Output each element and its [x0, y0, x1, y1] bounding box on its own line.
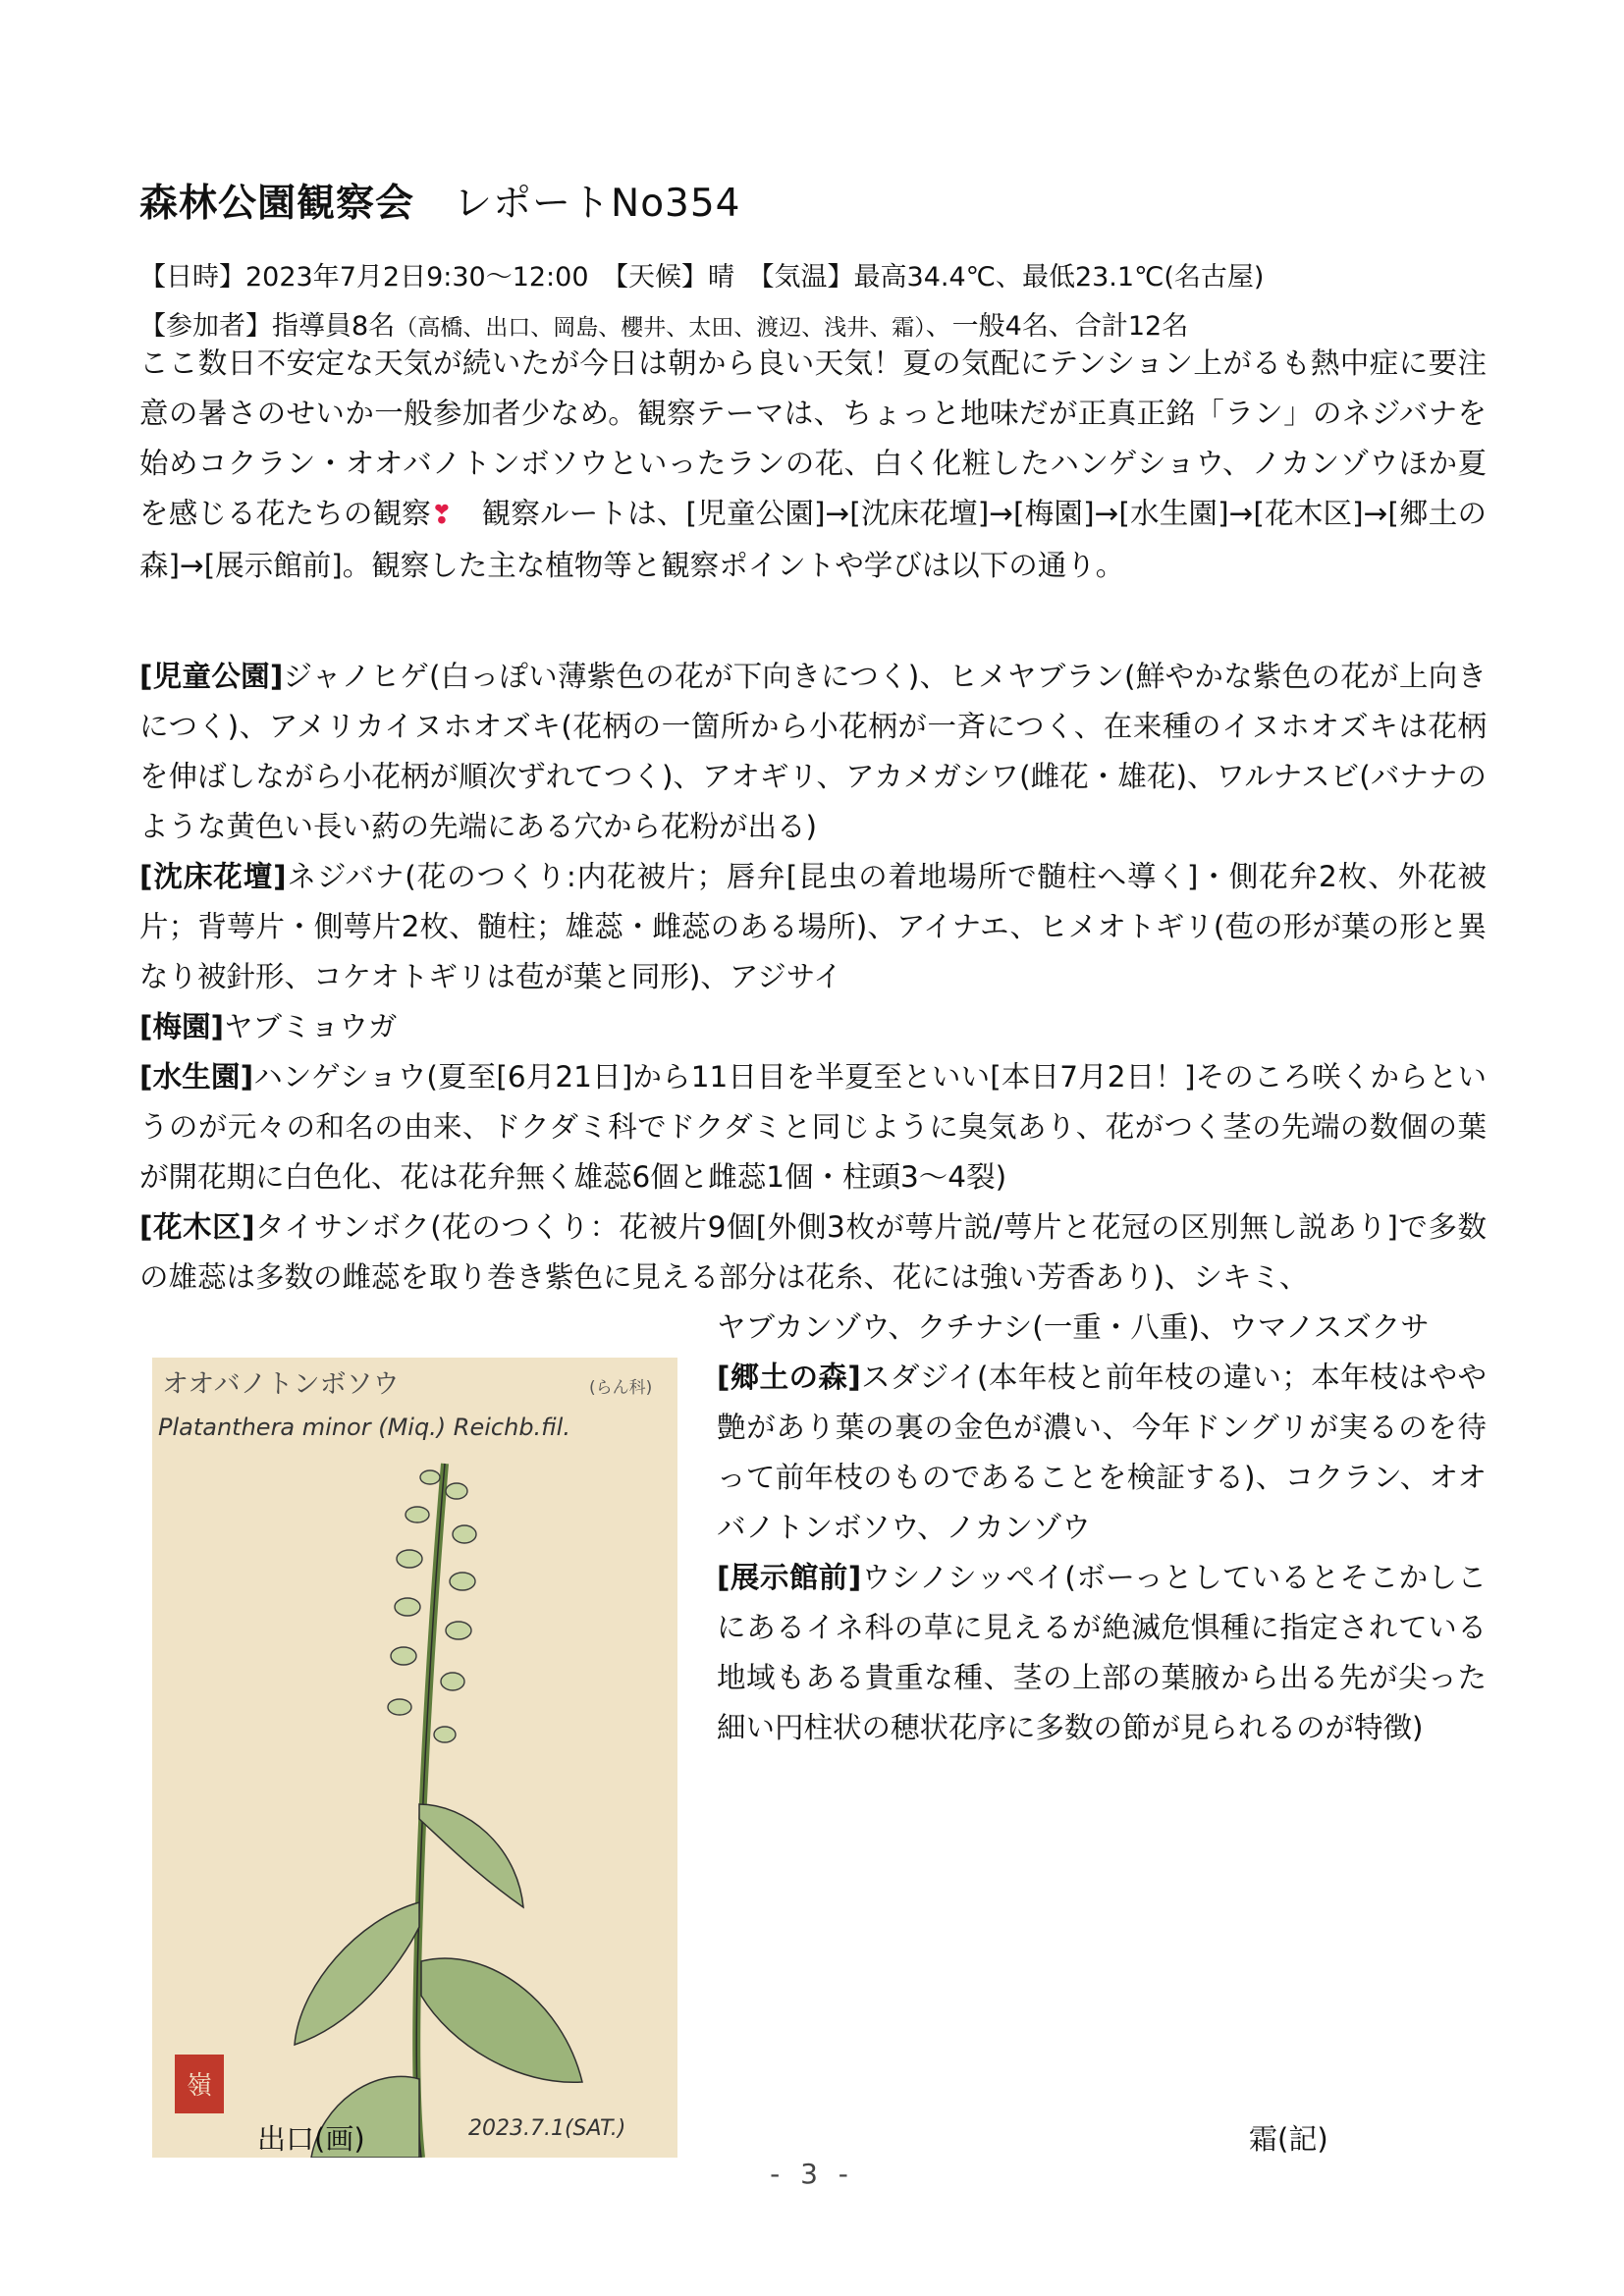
- participants-label: 【参加者】指導員8名: [139, 311, 396, 342]
- orchid-drawing: [152, 1358, 677, 2158]
- figure-jp-name: オオバノトンボソウ: [162, 1369, 400, 1400]
- report-number: レポートNo354: [454, 182, 741, 226]
- section-text: ハンゲショウ(夏至[6月21日]から11日目を半夏至といい[本日7月2日！]そのころ咲くからというのが元々の和名の由来、ドクダミ科でドクダミと同じように臭気あり、花がつく茎の先端の数個の葉が開花期に白色化、花は花弁無く雄蕊6個と雌蕊1個・柱頭3～4裂): [139, 1060, 1487, 1194]
- intro-paragraph: [139, 339, 1487, 591]
- section-kabokuku-continued: [717, 1303, 1487, 1353]
- intro-text: ここ数日不安定な天気が続いたが今日は朝から良い天気！夏の気配にテンション上がるも熱中症に要注意の暑さのせいか一般参加者少なめ。観察テーマは、ちょっと地味だが正真正銘「ラン」のネジバナを始めコクラン・オオバノトンボソウといったランの花、白く化粧したハンゲショウ、ノカンゾウほか夏を感じる花たちの観察: [139, 347, 1487, 530]
- section-suiseien: [139, 1052, 1487, 1202]
- section-label: [児童公園]: [139, 660, 284, 693]
- section-text: ウシノシッペイ(ボーっとしているとそこかしこにあるイネ科の草に見えるが絶滅危惧種に指定されている地域もある貴重な種、茎の上部の葉腋から出る先が尖った細い円柱状の穂状花序に多数の節が見られるのが特徴): [717, 1561, 1487, 1744]
- section-label: [展示館前]: [717, 1561, 862, 1594]
- orchid-illustration: [152, 1358, 677, 2158]
- section-text: ヤブミョウガ: [223, 1010, 398, 1043]
- section-label: [花木区]: [139, 1210, 255, 1244]
- intro-route: 観察ルートは、[児童公園]→[沈床花壇]→[梅園]→[水生園]→[花木区]→[郷土の森]→[展示館前]。観察した主な植物等と観察ポイントや学びは以下の通り。: [139, 497, 1487, 582]
- section-label: [水生園]: [139, 1060, 254, 1094]
- section-jido-koen: [139, 652, 1487, 852]
- author-credit: 霜(記): [1249, 2122, 1328, 2156]
- section-text: ヤブカンゾウ、クチナシ(一重・八重)、ウマノスズクサ: [717, 1310, 1430, 1344]
- section-text: スダジイ(本年枝と前年枝の違い；本年枝はやや艶があり葉の裏の金色が濃い、今年ドングリが実るのを待って前年枝のものであることを検証する)、コクラン、オオバノトンボソウ、ノカンゾウ: [717, 1361, 1487, 1544]
- section-text: ネジバナ(花のつくり:内花被片；唇弁[昆虫の着地場所で髄柱へ導く]・側花弁2枚、外花被片；背萼片・側萼片2枚、髄柱；雄蕊・雌蕊のある場所)、アイナエ、ヒメオトギリ(苞の形が葉の形と異なり被針形、コケオトギリは苞が葉と同形)、アジサイ: [139, 860, 1487, 993]
- page-number: - 3 -: [770, 2158, 854, 2190]
- section-kyodo-no-mori: [717, 1353, 1487, 1553]
- section-label: [沈床花壇]: [139, 860, 287, 893]
- section-text: タイサンボク(花のつくり：花被片9個[外側3枚が萼片説/萼片と花冠の区別無し説あり]で多数の雄蕊は多数の雌蕊を取り巻き紫色に見える部分は花糸、花には強い芳香あり)、シキミ、: [139, 1210, 1487, 1294]
- heart-icon: ❣: [430, 501, 453, 530]
- illustrator-credit: 出口(画): [257, 2122, 365, 2156]
- section-chinsho-kadan: [139, 852, 1487, 1002]
- figure-family: (らん科): [589, 1378, 653, 1398]
- figure-date: 2023.7.1(SAT.): [468, 2116, 626, 2141]
- page-title: [139, 173, 741, 228]
- section-text: ジャノヒゲ(白っぽい薄紫色の花が下向きにつく)、ヒメヤブラン(鮮やかな紫色の花が上向きにつく)、アメリカイヌホオズキ(花柄の一箇所から小花柄が一斉につく、在来種のイヌホオズキは花柄を伸ばしながら小花柄が順次ずれてつく)、アオギリ、アカメガシワ(雌花・雄花)、ワルナスビ(バナナのような黄色い長い葯の先端にある穴から花粉が出る): [139, 660, 1487, 843]
- title-main: 森林公園観察会: [139, 182, 415, 226]
- section-label: [梅園]: [139, 1010, 224, 1043]
- section-kabokuku: [139, 1202, 1487, 1303]
- section-tenjikan-mae: [717, 1553, 1487, 1753]
- section-baien: [139, 1002, 1487, 1052]
- participants-names: （高橋、出口、岡島、櫻井、太田、渡辺、浅井、霜）: [395, 315, 926, 341]
- meta-datetime-weather: 【日時】2023年7月2日9:30～12:00 【天候】晴 【気温】最高34.4℃、最低23.1℃(名古屋): [139, 262, 1265, 293]
- figure-scientific-name: Platanthera minor (Miq.) Reichb.fil.: [158, 1414, 570, 1441]
- section-label: [郷土の森]: [717, 1361, 861, 1394]
- participants-tail: 、一般4名、合計12名: [925, 311, 1189, 342]
- svg-text:嶺: 嶺: [186, 2071, 213, 2101]
